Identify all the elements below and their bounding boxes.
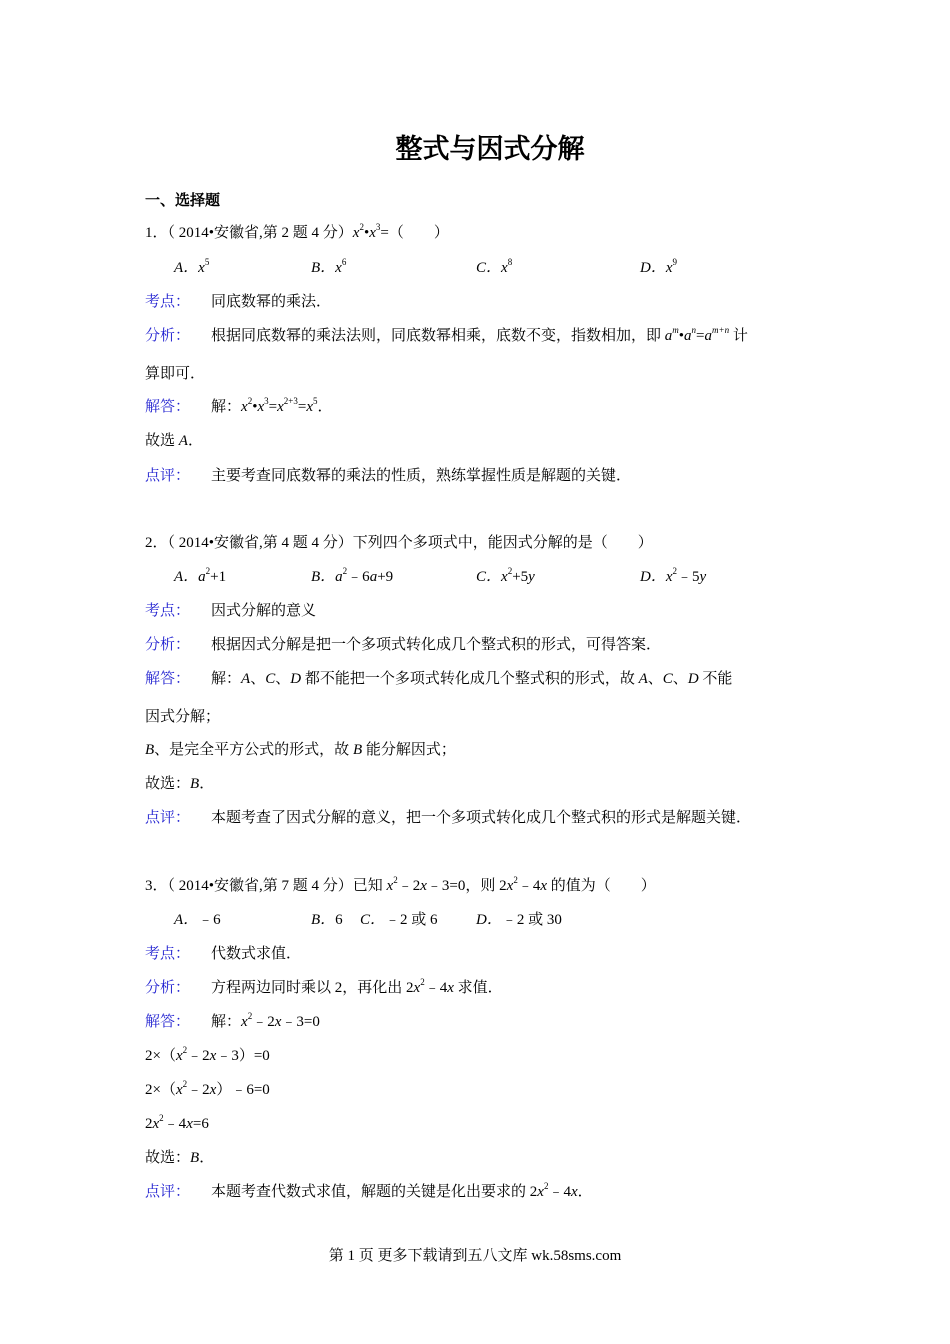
question-number: 1．	[145, 225, 168, 241]
dianping-label: 点评：	[145, 810, 191, 826]
fenxi-text: 方程两边同时乘以 2，再化出 $2x^2﹣4x$ 求值．	[211, 977, 503, 996]
solution-step-2: $2\times(x^2﹣2x)﹣6=0$	[145, 1079, 270, 1098]
option-c: C．﹣2 或 6	[360, 912, 438, 928]
page-footer: 第 1 页 更多下载请到五八文库 wk.58sms.com	[328, 1248, 622, 1264]
dianping-text: 本题考查代数式求值，解题的关键是化出要求的 $2x^2﹣4x$．	[211, 1181, 593, 1200]
jieda-text: 解：$x^2•x^3=x^{2+3}=x^5$．	[211, 396, 333, 415]
fenxi-text: 根据同底数幂的乘法法则，同底数幂相乘，底数不变，指数相加，即 $a^m•a^n=a^{m+n}$ 计	[211, 325, 748, 344]
jieda-text-b: B、是完全平方公式的形式，故 B 能分解因式；	[145, 742, 456, 758]
solution-step-3: $2x^2﹣4x=6$	[145, 1113, 209, 1132]
question-1-stem: 1．（ 2014•安徽省,第 2 题 4 分）$x^2•x^3=$（ ）	[145, 222, 449, 241]
jieda-text: 解：$x^2﹣2x﹣3=0$	[211, 1011, 320, 1030]
option-d: D．﹣2 或 30	[476, 912, 562, 928]
option-a: A．$a^2+1$	[174, 566, 227, 585]
question-3-stem: 3．（ 2014•安徽省,第 7 题 4 分）已知 $x^2﹣2x﹣3=0$，则 $2x^2﹣4x$ 的值为（ ）	[145, 875, 656, 894]
answer-line: 故选：B．	[145, 776, 215, 792]
question-source: （ 2014•安徽省,第 7 题 4 分）	[167, 878, 353, 894]
fenxi-text-cont: 算即可．	[145, 366, 206, 382]
option-c: C．$x^8$	[476, 257, 513, 276]
option-b: B．6	[311, 912, 343, 928]
option-b: B．$x^6$	[311, 257, 347, 276]
jieda-text-cont: 因式分解；	[145, 709, 221, 725]
kaodian-label: 考点：	[145, 946, 191, 962]
kaodian-label: 考点：	[145, 294, 191, 310]
jieda-label: 解答：	[145, 399, 191, 415]
page-title: 整式与因式分解	[395, 134, 585, 165]
question-source: （ 2014•安徽省,第 2 题 4 分）	[167, 225, 353, 241]
dianping-label: 点评：	[145, 468, 191, 484]
jieda-text: 解：A、C、D 都不能把一个多项式转化成几个整式积的形式，故 A、C、D 不能	[211, 671, 733, 687]
kaodian-text: 因式分解的意义	[211, 603, 317, 619]
option-d: D．$x^2﹣5y$	[640, 566, 707, 585]
fenxi-label: 分析：	[145, 980, 191, 996]
option-a: A．﹣6	[174, 912, 221, 928]
question-number: 2．	[145, 535, 168, 551]
fenxi-label: 分析：	[145, 328, 191, 344]
dianping-text: 本题考查了因式分解的意义，把一个多项式转化成几个整式积的形式是解题关键．	[211, 810, 752, 826]
question-number: 3．	[145, 878, 168, 894]
dianping-label: 点评：	[145, 1184, 191, 1200]
question-2-stem: 2．（ 2014•安徽省,第 4 题 4 分）下列四个多项式中，能因式分解的是（ ）	[145, 535, 653, 551]
fenxi-label: 分析：	[145, 637, 191, 653]
question-source: （ 2014•安徽省,第 4 题 4 分）	[167, 535, 353, 551]
kaodian-text: 代数式求值．	[211, 946, 302, 962]
option-d: D．$x^9$	[640, 257, 678, 276]
section-heading: 一、选择题	[145, 191, 221, 209]
answer-line: 故选 A．	[145, 433, 203, 449]
dianping-text: 主要考查同底数幂的乘法的性质，熟练掌握性质是解题的关键．	[211, 468, 632, 484]
kaodian-row	[145, 292, 190, 312]
kaodian-text: 同底数幂的乘法．	[211, 294, 332, 310]
jieda-label: 解答：	[145, 671, 191, 687]
solution-step-1: $2\times(x^2﹣2x﹣3)=0$	[145, 1045, 270, 1064]
kaodian-label: 考点：	[145, 603, 191, 619]
option-c: C．$x^2+5y$	[476, 566, 535, 585]
fenxi-text: 根据因式分解是把一个多项式转化成几个整式积的形式，可得答案．	[211, 637, 662, 653]
option-a: A．$x^5$	[174, 257, 210, 276]
option-b: B．$a^2﹣6a+9$	[311, 566, 394, 585]
jieda-label: 解答：	[145, 1014, 191, 1030]
answer-line: 故选：B．	[145, 1150, 215, 1166]
